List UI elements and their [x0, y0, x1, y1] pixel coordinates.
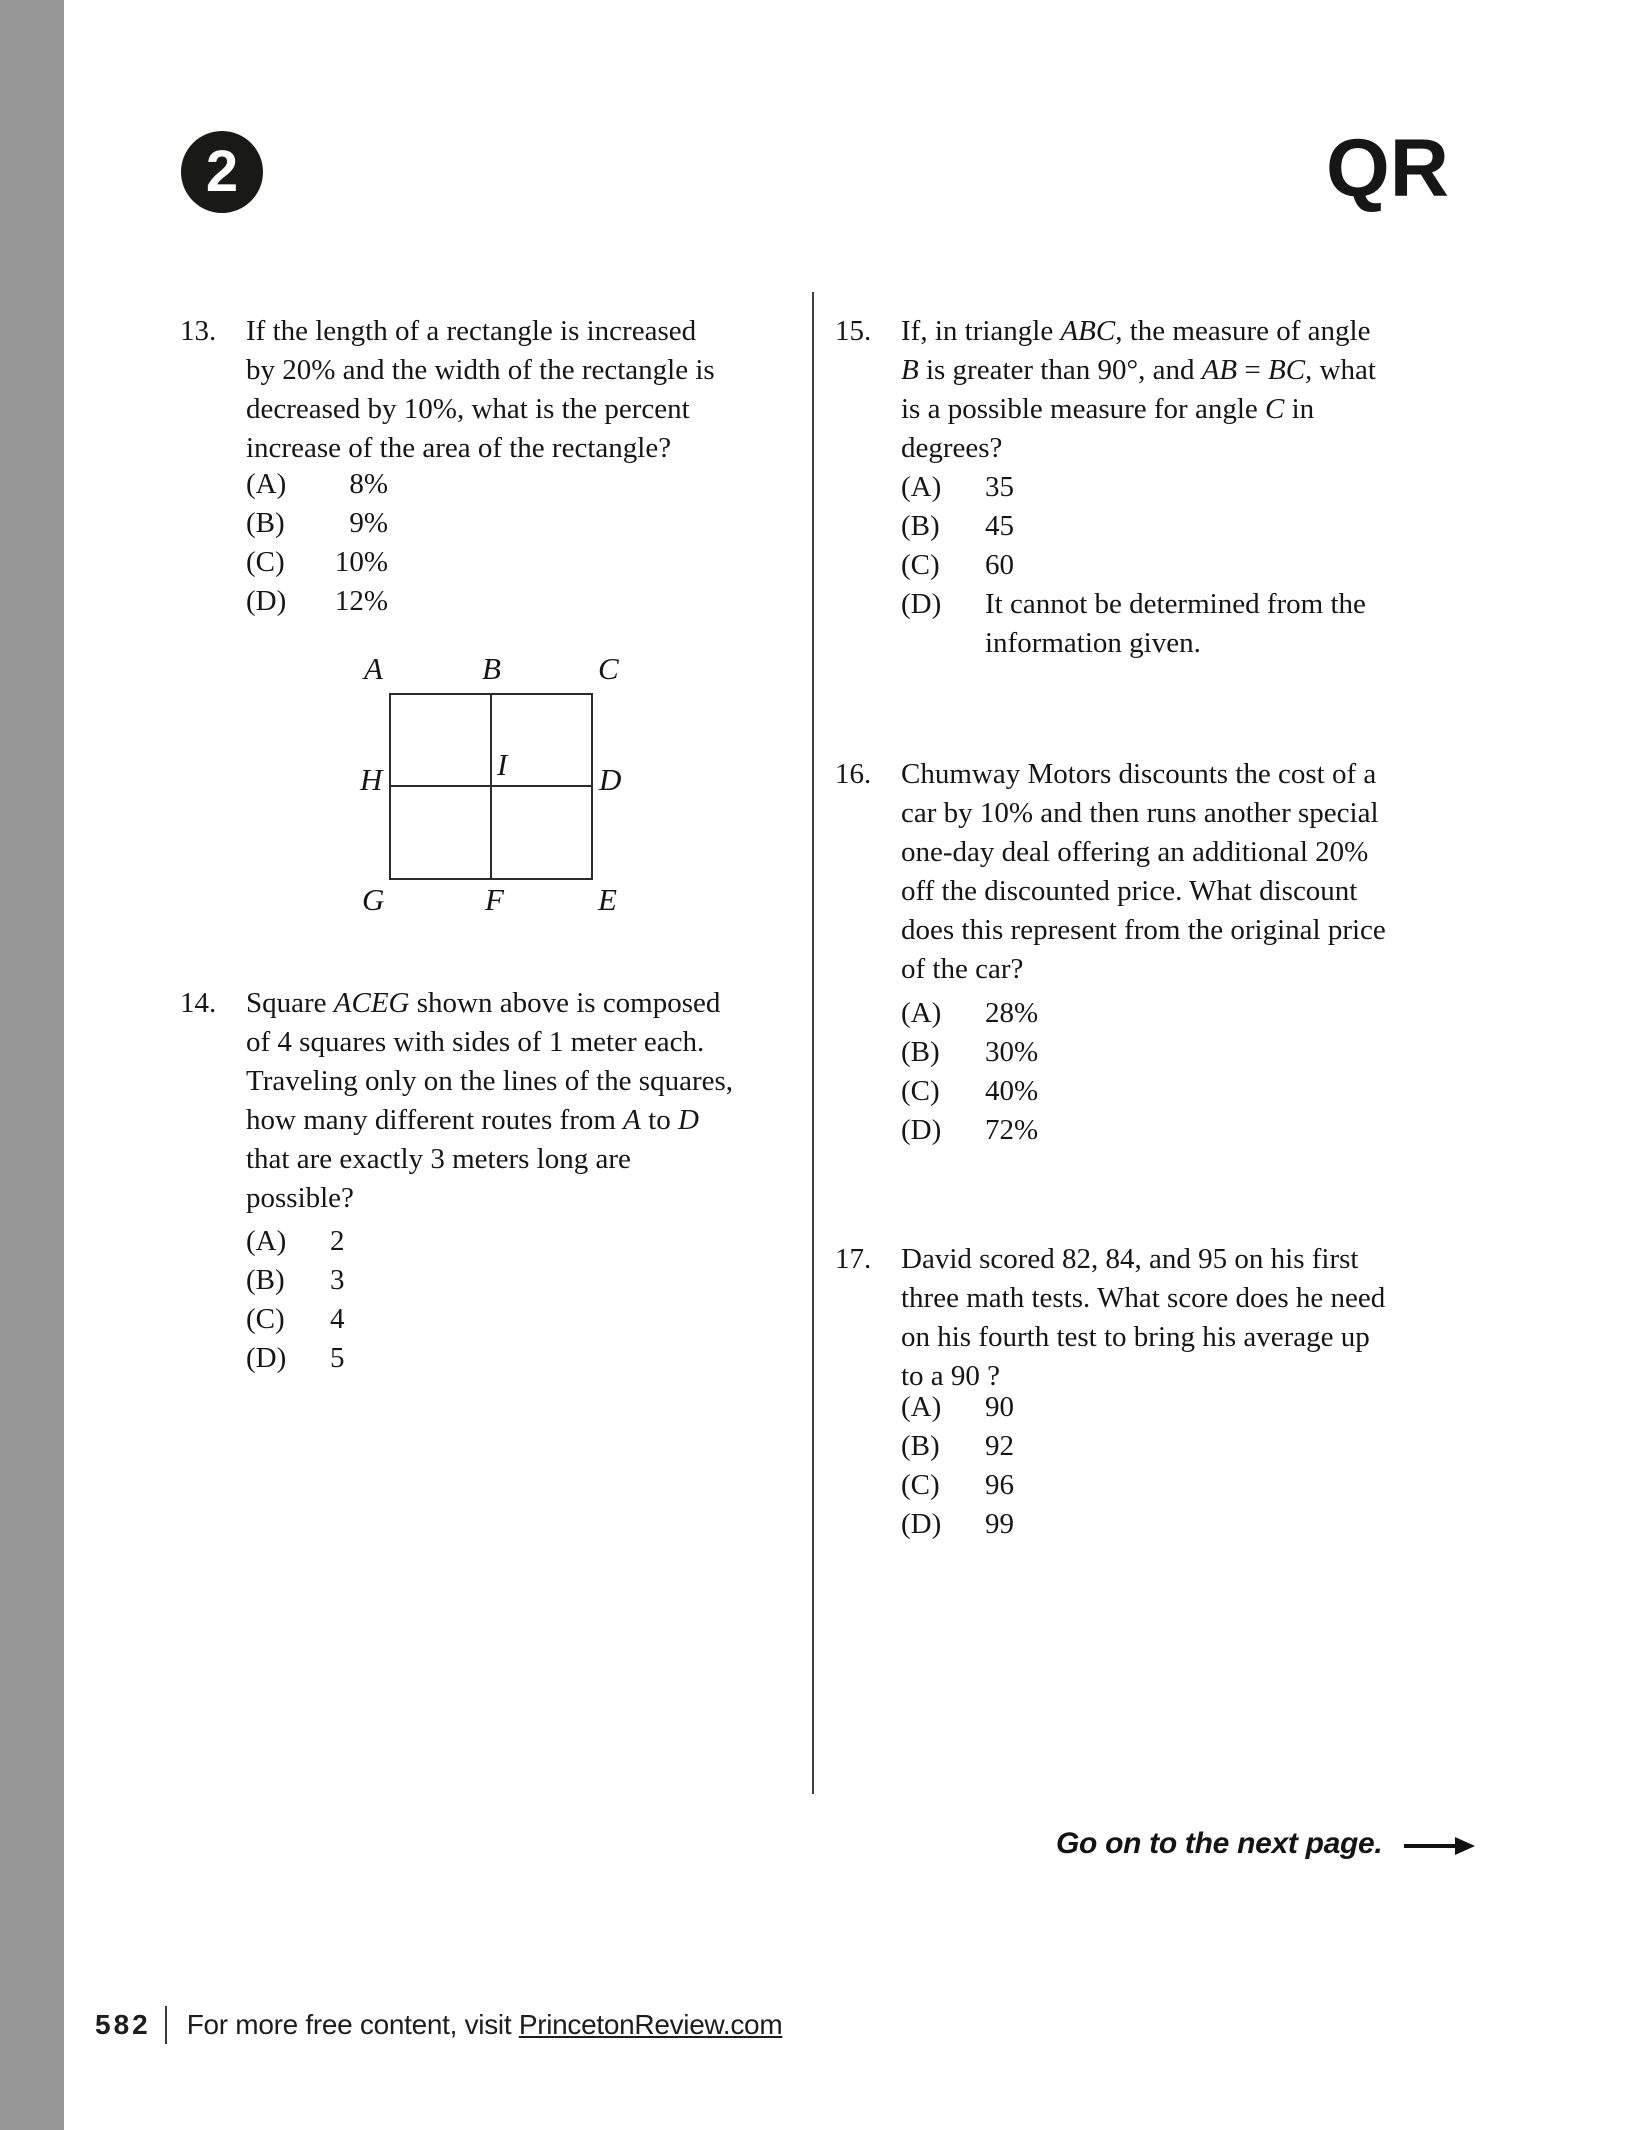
option-row: [246, 1300, 846, 1339]
go-on-next-page: [1056, 1824, 1475, 1863]
question-14-options: [246, 1222, 846, 1378]
option-letter: (B): [246, 507, 285, 539]
option-letter: (D): [901, 1508, 942, 1540]
option-letter: (D): [901, 1114, 942, 1146]
question-13-number: 13.: [180, 315, 217, 347]
option-row: [901, 1505, 1496, 1544]
option-letter: (C): [901, 1469, 940, 1501]
option-value: 9%: [349, 507, 388, 539]
option-row: [901, 1111, 1496, 1150]
footer-link[interactable]: PrincetonReview.com: [518, 2009, 783, 2040]
option-row: [246, 504, 846, 543]
question-15-options: [901, 468, 1496, 663]
option-row: [901, 468, 1496, 507]
option-letter: (D): [246, 585, 287, 617]
question-17-number: 17.: [835, 1243, 872, 1275]
option-value: 90: [985, 1391, 1014, 1423]
option-row: [246, 1339, 846, 1378]
section-code-label: QR: [1326, 123, 1449, 214]
option-letter: (C): [246, 546, 285, 578]
option-letter: (A): [246, 468, 287, 500]
figure-label-h: H: [360, 762, 383, 797]
question-13-text: If the length of a rectangle is increased by 20% and the width of the rectangle is decreased by 10%, what is the percent increase of the area of the rectangle?: [246, 315, 715, 464]
figure-label-e: E: [598, 882, 617, 917]
figure-label-d: D: [599, 762, 622, 797]
option-value: 8%: [349, 468, 388, 500]
question-16-options: [901, 994, 1496, 1150]
option-value: 96: [985, 1469, 1014, 1501]
question-13-options: [246, 465, 846, 621]
question-15-number: 15.: [835, 315, 872, 347]
option-letter: (B): [901, 1430, 940, 1462]
question-17-options: [901, 1388, 1496, 1544]
next-page-arrow-icon: [1404, 1837, 1475, 1855]
question-14-number: 14.: [180, 987, 217, 1019]
option-letter: (D): [901, 588, 942, 620]
option-value: 3: [330, 1264, 345, 1296]
option-value: 28%: [985, 997, 1039, 1029]
figure-label-c: C: [598, 651, 619, 686]
figure-label-i: I: [497, 747, 508, 782]
option-letter: (A): [246, 1225, 287, 1257]
question-17-text: David scored 82, 84, and 95 on his first three math tests. What score does he need on his fourth test to bring his average up to a 90 ?: [901, 1243, 1386, 1392]
arrow-bar: [1404, 1844, 1456, 1848]
option-letter: (D): [246, 1342, 287, 1374]
option-row: [246, 465, 846, 504]
option-row: [246, 1261, 846, 1300]
footer-page-number: 582: [95, 2009, 151, 2040]
option-value: 72%: [985, 1114, 1039, 1146]
figure-square-aceg: [348, 646, 660, 930]
option-row: [901, 507, 1496, 546]
figure-label-g: G: [362, 882, 385, 917]
page-margin-strip: [0, 0, 64, 2130]
option-row: [901, 1388, 1496, 1427]
option-value: 35: [985, 471, 1014, 503]
option-row: [901, 994, 1496, 1033]
option-row: [246, 1222, 846, 1261]
figure-horizontal-line: [389, 785, 593, 787]
arrow-head: [1455, 1837, 1475, 1855]
option-value: 30%: [985, 1036, 1039, 1068]
option-value: 10%: [334, 546, 388, 578]
question-15-text: If, in triangle ABC, the measure of angle B is greater than 90°, and AB = BC, what is a possible measure for angle C in degrees?: [901, 315, 1376, 464]
option-row: [901, 1427, 1496, 1466]
go-on-label: Go on to the next page.: [1056, 1827, 1383, 1860]
page-footer: [95, 2006, 782, 2044]
figure-label-a: A: [364, 651, 383, 686]
footer-note: For more free content, visit: [186, 2009, 519, 2040]
option-letter: (B): [901, 510, 940, 542]
option-value: 40%: [985, 1075, 1039, 1107]
option-row: [901, 585, 1496, 663]
figure-label-f: F: [485, 882, 504, 917]
option-letter: (B): [246, 1264, 285, 1296]
section-badge: [181, 131, 263, 213]
option-value: 60: [985, 549, 1014, 581]
option-value: It cannot be determined from the information given.: [985, 588, 1366, 659]
option-row: [246, 582, 846, 621]
option-row: [901, 1466, 1496, 1505]
option-row: [901, 546, 1496, 585]
figure-label-b: B: [482, 651, 501, 686]
option-row: [901, 1033, 1496, 1072]
question-16-number: 16.: [835, 758, 872, 790]
option-value: 45: [985, 510, 1014, 542]
option-value: 5: [330, 1342, 345, 1374]
option-letter: (C): [246, 1303, 285, 1335]
option-letter: (C): [901, 549, 940, 581]
option-value: 92: [985, 1430, 1014, 1462]
option-letter: (B): [901, 1036, 940, 1068]
option-letter: (A): [901, 997, 942, 1029]
option-row: [901, 1072, 1496, 1111]
option-letter: (C): [901, 1075, 940, 1107]
question-16-text: Chumway Motors discounts the cost of a car by 10% and then runs another special one-day deal offering an additional 20% off the discounted price. What discount does this represent from the original price of the car?: [901, 758, 1386, 985]
option-value: 4: [330, 1303, 345, 1335]
option-letter: (A): [901, 471, 942, 503]
question-14-text: Square ACEG shown above is composed of 4 squares with sides of 1 meter each. Traveling only on the lines of the squares, how many different routes from A to D that are exactly 3 meters long are possible?: [246, 987, 734, 1214]
option-row: [246, 543, 846, 582]
section-number: 2: [205, 139, 239, 204]
option-letter: (A): [901, 1391, 942, 1423]
option-value: 12%: [334, 585, 388, 617]
option-value: 2: [330, 1225, 345, 1257]
option-value: 99: [985, 1508, 1014, 1540]
footer-divider: [165, 2006, 167, 2044]
